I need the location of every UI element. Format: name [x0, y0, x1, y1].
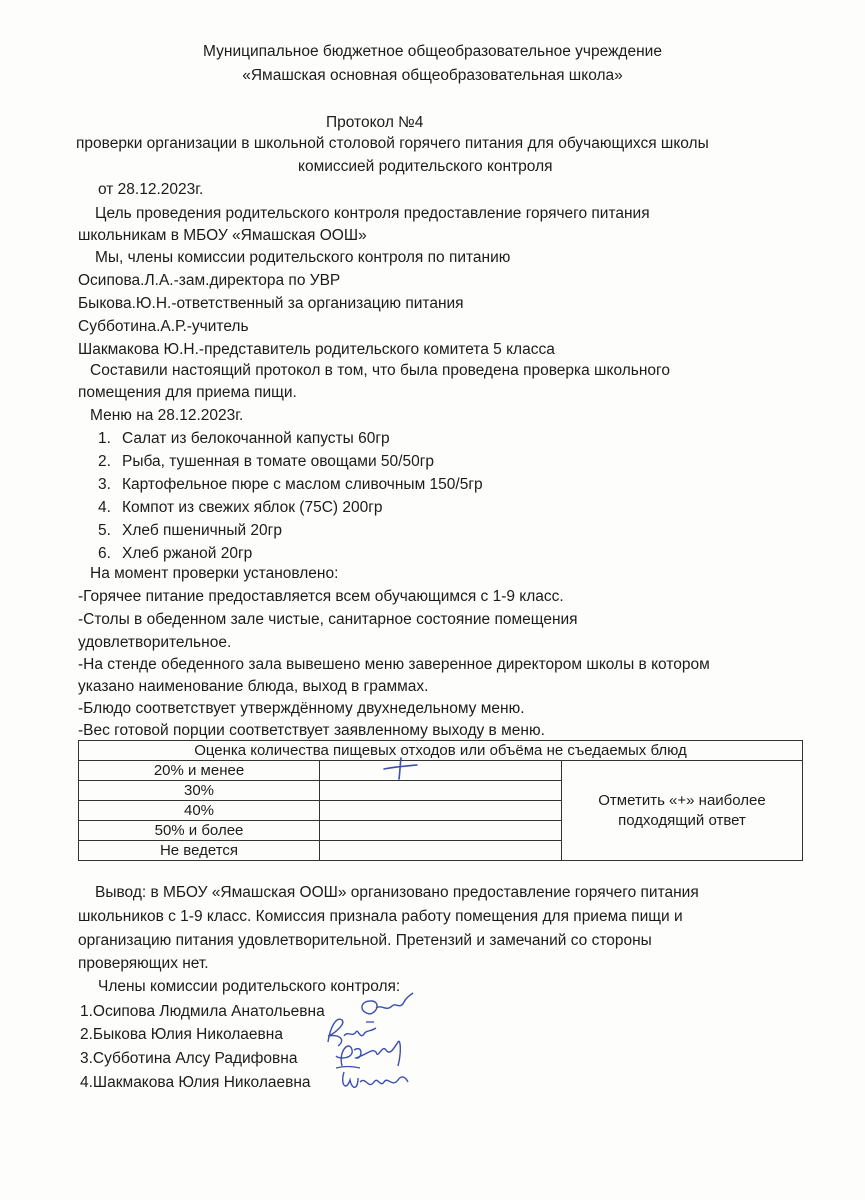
menu-item-text: Хлеб пшеничный 20гр	[122, 522, 282, 539]
handwritten-plus-mark	[380, 755, 420, 781]
member-1: Осипова.Л.А.-зам.директора по УВР	[78, 272, 341, 289]
signer-4: 4.Шакмакова Юлия Николаевна	[80, 1074, 311, 1091]
instruction-line1: Отметить «+» наиболее	[598, 791, 766, 809]
finding-1: -Горячее питание предоставляется всем обучающимся с 1-9 класс.	[78, 588, 564, 605]
protocol-subtitle-line1: проверки организации в школьной столовой горячего питания для обучающихся школы	[76, 135, 709, 152]
findings-title: На момент проверки установлено:	[90, 565, 339, 582]
menu-item-text: Хлеб ржаной 20гр	[122, 545, 253, 562]
menu-item-text: Салат из белокочанной капусты 60гр	[122, 430, 390, 447]
option-mark-cell	[320, 821, 562, 841]
compiled-line2: помещения для приема пищи.	[78, 384, 297, 401]
org-name-line1: Муниципальное бюджетное общеобразовательное учреждение	[203, 43, 662, 60]
option-label: 40%	[79, 801, 320, 821]
finding-2-line1: -Столы в обеденном зале чистые, санитарное состояние помещения	[78, 611, 578, 628]
menu-item-number: 3.	[98, 476, 111, 493]
option-label: 20% и менее	[79, 761, 320, 781]
finding-3-line2: указано наименование блюда, выход в граммах.	[78, 678, 429, 695]
table-header: Оценка количества пищевых отходов или объёма не съедаемых блюд	[79, 741, 803, 761]
option-label: 50% и более	[79, 821, 320, 841]
protocol-title: Протокол №4	[326, 114, 424, 131]
menu-item	[98, 475, 483, 495]
option-mark-cell	[320, 841, 562, 861]
menu-item	[98, 429, 390, 449]
table-row	[79, 761, 803, 781]
signature-4	[332, 1062, 412, 1098]
menu-item	[98, 498, 383, 518]
org-name-line2: «Ямашская основная общеобразовательная школа»	[242, 67, 623, 84]
member-2: Быкова.Ю.Н.-ответственный за организацию питания	[78, 295, 464, 312]
conclusion-line4: проверяющих нет.	[78, 955, 209, 972]
menu-item-number: 4.	[98, 499, 111, 516]
option-mark-cell	[320, 761, 562, 781]
menu-item-text: Картофельное пюре с маслом сливочным 150/5гр	[122, 476, 483, 493]
purpose-line1: Цель проведения родительского контроля предоставление горячего питания	[95, 205, 650, 222]
compiled-line1: Составили настоящий протокол в том, что была проведена проверка школьного	[90, 362, 670, 379]
members-intro: Мы, члены комиссии родительского контроля по питанию	[95, 249, 511, 266]
instruction-cell	[562, 761, 803, 861]
signer-2: 2.Быкова Юлия Николаевна	[80, 1026, 283, 1043]
menu-item-number: 6.	[98, 545, 111, 562]
finding-5: -Вес готовой порции соответствует заявленному выходу в меню.	[78, 722, 545, 739]
finding-3-line1: -На стенде обеденного зала вывешено меню заверенное директором школы в котором	[78, 656, 710, 673]
conclusion-line2: школьников с 1-9 класс. Комиссия признала работу помещения для приема пищи и	[78, 908, 683, 925]
signer-3: 3.Субботина Алсу Радифовна	[80, 1050, 298, 1067]
menu-item-number: 1.	[98, 430, 111, 447]
menu-item-text: Рыба, тушенная в томате овощами 50/50гр	[122, 453, 434, 470]
finding-2-line2: удовлетворительное.	[78, 634, 232, 651]
menu-item-text: Компот из свежих яблок (75С) 200гр	[122, 499, 383, 516]
waste-assessment-table	[78, 740, 803, 861]
protocol-subtitle-line2: комиссией родительского контроля	[298, 158, 553, 175]
menu-item	[98, 544, 252, 564]
finding-4: -Блюдо соответствует утверждённому двухнедельному меню.	[78, 700, 525, 717]
menu-title: Меню на 28.12.2023г.	[90, 407, 244, 424]
conclusion-line3: организацию питания удовлетворительной. Претензий и замечаний со стороны	[78, 932, 652, 949]
option-mark-cell	[320, 801, 562, 821]
signer-1: 1.Осипова Людмила Анатольевна	[80, 1003, 325, 1020]
option-mark-cell	[320, 781, 562, 801]
purpose-line2: школьникам в МБОУ «Ямашская ООШ»	[78, 227, 367, 244]
conclusion-line1: Вывод: в МБОУ «Ямашская ООШ» организовано предоставление горячего питания	[95, 884, 699, 901]
menu-item	[98, 452, 434, 472]
member-3: Субботина.А.Р.-учитель	[78, 318, 249, 335]
signatures-title: Члены комиссии родительского контроля:	[98, 978, 401, 995]
instruction-line2: подходящий ответ	[618, 811, 746, 829]
menu-item	[98, 521, 282, 541]
protocol-date: от 28.12.2023г.	[98, 181, 204, 198]
option-label: 30%	[79, 781, 320, 801]
menu-item-number: 5.	[98, 522, 111, 539]
table-header-row	[79, 741, 803, 761]
option-label: Не ведется	[79, 841, 320, 861]
member-4: Шакмакова Ю.Н.-представитель родительского комитета 5 класса	[78, 341, 555, 358]
menu-item-number: 2.	[98, 453, 111, 470]
